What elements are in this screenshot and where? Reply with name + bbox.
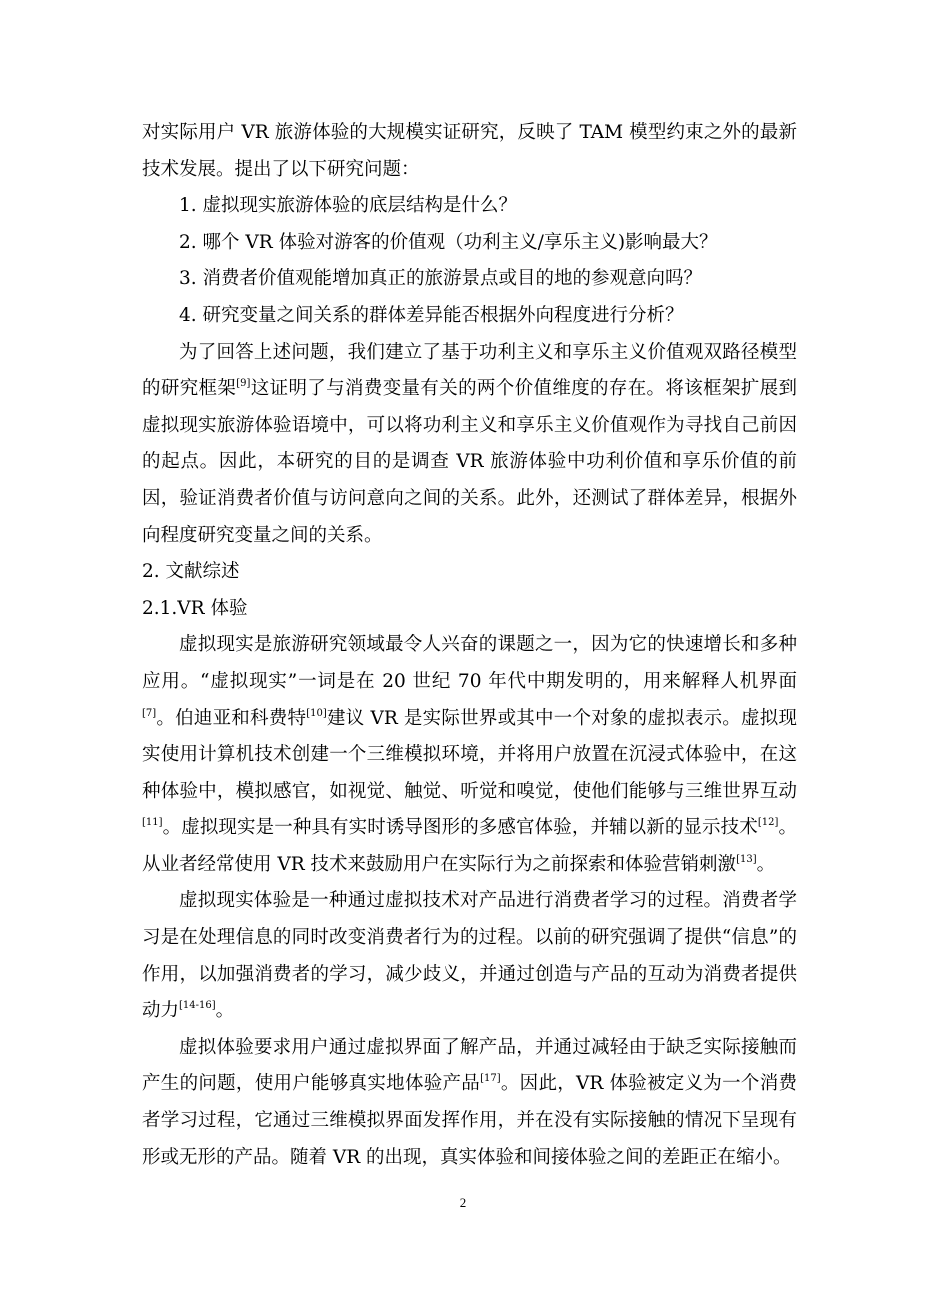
- learning-paragraph: [142, 883, 797, 1029]
- vr-text-6: 。: [756, 853, 776, 875]
- vr-text-4: 。虚拟现实是一种具有实时诱导图形的多感官体验，并辅以新的显示技术: [162, 817, 758, 839]
- vr-paragraph: [142, 627, 797, 883]
- citation-12: [12]: [757, 817, 779, 829]
- experience-text-2: 。因此，VR 体验被定义为一个消费者学习过程，它通过三维模拟界面发挥作用，并在没有实际接触的情况下呈现有形或无形的产品。随着 VR 的出现，真实体验和间接体验之间的差距正在缩小。: [142, 1073, 797, 1168]
- research-question-2: 2. 哪个 VR 体验对游客的价值观（功利主义/享乐主义)影响最大？: [179, 231, 718, 253]
- learning-text-1: 虚拟现实体验是一种通过虚拟技术对产品进行消费者学习的过程。消费者学习是在处理信息的同时改变消费者行为的过程。以前的研究强调了提供“信息”的作用，以加强消费者的学习，减少歧义，并通过创造与产品的互动为消费者提供动力: [142, 890, 797, 1022]
- intro-paragraph: 对实际用户 VR 旅游体验的大规模实证研究，反映了 TAM 模型约束之外的最新技术发展。提出了以下研究问题：: [142, 122, 797, 180]
- section-heading: 2. 文献综述: [142, 561, 240, 583]
- experience-paragraph: [142, 1030, 797, 1176]
- subsection-heading: 2.1.VR 体验: [142, 597, 248, 619]
- vr-text-5: 。从业者经常使用 VR 技术来鼓励用户在实际行为之前探索和体验营销刺激: [142, 817, 797, 875]
- citation-13: [13]: [736, 853, 757, 865]
- vr-text-3: 建议 VR 是实际世界或其中一个对象的虚拟表示。虚拟现实使用计算机技术创建一个三维模拟环境，并将用户放置在沉浸式体验中，在这种体验中，模拟感官，如视觉、触觉、听觉和嗅觉，使他们能够与三维世界互动: [142, 707, 797, 802]
- framework-paragraph: [142, 335, 797, 555]
- page-number: 2: [459, 1195, 467, 1210]
- research-question-1: 1. 虚拟现实旅游体验的底层结构是什么？: [179, 195, 518, 217]
- experience-text-1: 虚拟体验要求用户通过虚拟界面了解产品，并通过减轻由于缺乏实际接触而产生的问题，使用户能够真实地体验产品: [142, 1036, 797, 1095]
- research-question-4: 4. 研究变量之间关系的群体差异能否根据外向程度进行分析？: [179, 304, 684, 326]
- framework-text-2: 这证明了与消费变量有关的两个价值维度的存在。将该框架扩展到虚拟现实旅游体验语境中，可以将功利主义和享乐主义价值观作为寻找自己前因的起点。因此，本研究的目的是调查 VR 旅游体验中功利价值和享乐价值的前因，验证消费者价值与访问意向之间的关系。此外，还测试了群体差异，根据外向程度研究变量之间的关系。: [142, 378, 797, 546]
- research-question-3: 3. 消费者价值观能增加真正的旅游景点或目的地的参观意向吗？: [179, 268, 703, 290]
- learning-text-2: 。: [215, 1000, 235, 1022]
- vr-text-1: 虚拟现实是旅游研究领域最令人兴奋的课题之一，因为它的快速增长和多种应用。“虚拟现实”一词是在 20 世纪 70 年代中期发明的，用来解释人机界面: [142, 634, 797, 692]
- citation-11: [11]: [142, 817, 163, 829]
- vr-text-2: 。伯迪亚和科费特: [156, 707, 307, 729]
- citation-9: [9]: [236, 378, 251, 390]
- citation-10: [10]: [306, 707, 327, 719]
- framework-text-1: 为了回答上述问题，我们建立了基于功利主义和享乐主义价值观双路径模型的研究框架: [142, 341, 797, 400]
- citation-17: [17]: [480, 1073, 501, 1085]
- citation-7: [7]: [142, 707, 157, 719]
- citation-14-16: [14-16]: [179, 1000, 216, 1012]
- page-body: [142, 115, 797, 1176]
